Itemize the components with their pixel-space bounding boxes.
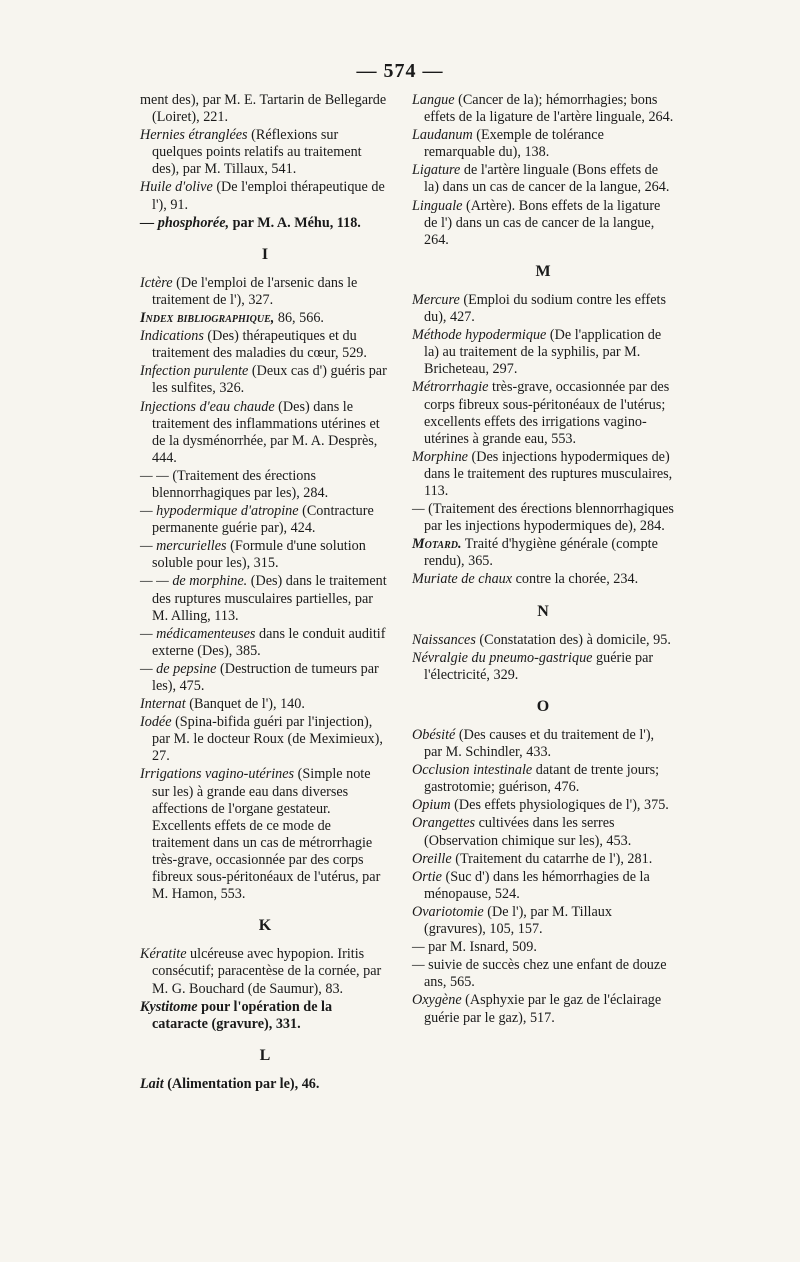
index-entry	[412, 571, 674, 588]
entry-heading: Irrigations vagino-utérines	[140, 766, 295, 783]
index-entry	[412, 292, 674, 326]
entry-text: dans le conduit auditif externe (Des), 385.	[152, 625, 386, 659]
entry-text: (Des causes et du traitement de l'), par M. Schindler, 433.	[424, 727, 655, 761]
index-column-right	[412, 92, 674, 1028]
entry-text: (Suc d') dans les hémorrhagies de la ménopause, 524.	[424, 868, 650, 902]
section-letter: K	[258, 917, 272, 935]
entry-heading: — de pepsine	[140, 660, 217, 677]
entry-heading: Hernies étranglées	[140, 127, 248, 144]
index-entry	[412, 327, 674, 378]
entry-heading: Oxygène	[412, 992, 462, 1009]
entry-heading: — — de morphine.	[140, 573, 248, 590]
entry-text: (Formule d'une solution soluble pour les), 315.	[152, 538, 366, 572]
entry-heading: Langue	[412, 92, 455, 108]
entry-text: (Des) dans le traitement des inflammations utérines et de la dysménorrhée, par M. A. Desprès, 444.	[152, 398, 380, 466]
index-entry	[140, 661, 390, 695]
entry-text: (Traitement des érections blennorrhagiques par les injections hypodermiques de), 284.	[424, 501, 674, 535]
entry-text: (Traitement du catarrhe de l'), 281.	[451, 850, 653, 867]
index-entry	[412, 762, 674, 796]
entry-heading: Opium	[412, 797, 451, 814]
entry-heading: Kystitome	[140, 998, 198, 1015]
entry-text: (Emploi du sodium contre les effets du), 427.	[424, 291, 667, 326]
index-entry	[140, 275, 390, 309]
entry-text: 86, 566.	[274, 310, 324, 327]
entry-text: (Cancer de la); hémorrhagies; bons effets de la ligature de l'artère linguale, 264.	[424, 92, 674, 126]
entry-text: datant de trente jours; gastrotomie; guérison, 476.	[424, 762, 660, 796]
entry-text: suivie de succès chez une enfant de douze ans, 565.	[424, 957, 667, 991]
index-entry	[412, 536, 674, 570]
index-entry	[412, 992, 674, 1026]
entry-heading: Index bibliographique,	[140, 310, 275, 327]
index-entry	[140, 626, 390, 660]
entry-heading: Huile d'olive	[140, 179, 213, 196]
entry-heading: — hypodermique d'atropine	[140, 503, 299, 520]
index-entry	[140, 538, 390, 572]
entry-text: (De l'emploi thérapeutique de l'), 91.	[152, 179, 385, 213]
entry-heading: Infection purulente	[140, 363, 249, 380]
entry-heading: Morphine	[412, 448, 468, 465]
index-column-left	[140, 92, 390, 1094]
index-entry	[140, 999, 390, 1033]
index-entry	[140, 503, 390, 537]
entry-heading: — —	[140, 467, 169, 484]
entry-text: Traité d'hygiène générale (compte rendu), 365.	[424, 536, 658, 570]
entry-text: contre la chorée, 234.	[512, 571, 639, 588]
entry-text: ulcéreuse avec hypopion. Iritis consécutif; paracentèse de la cornée, par M. G. Bouchard (de Saumur), 83.	[152, 946, 382, 997]
index-entry	[140, 179, 390, 213]
entry-text: de l'artère linguale (Bons effets de la) dans un cas de cancer de la langue, 264.	[424, 162, 670, 196]
index-entry	[412, 869, 674, 903]
entry-text: (Des effets physiologiques de l'), 375.	[450, 797, 669, 814]
index-entry	[412, 650, 674, 684]
page-number: — 574 —	[356, 60, 444, 82]
index-entry	[412, 939, 674, 956]
section-letter: I	[261, 245, 269, 263]
entry-text: (Traitement des érections blennorrhagiques par les), 284.	[152, 467, 329, 501]
entry-text: (Alimentation par le), 46.	[163, 1075, 320, 1092]
entry-text: cultivées dans les serres (Observation chimique sur les), 453.	[424, 815, 632, 849]
index-entry	[140, 468, 390, 502]
entry-heading: Mercure	[412, 291, 460, 308]
entry-text: pour l'opération de la cataracte (gravure), 331.	[152, 998, 333, 1032]
entry-heading: Injections d'eau chaude	[140, 398, 275, 415]
index-entry	[412, 92, 674, 126]
index-entry	[412, 851, 674, 868]
entry-text: (Simple note sur les) à grande eau dans diverses affections de l'organe gestateur. Excellents effets de ce mode de traitement dans un cas de métrorrhagie très-grave, occasionnée par des corps fibreux sous-péritonéaux de l'utérus, par M. Hamon, 553.	[152, 766, 381, 903]
entry-text: (Des injections hypodermiques de) dans le traitement des ruptures musculaires, 113.	[424, 448, 673, 499]
entry-heading: —	[412, 957, 425, 974]
entry-heading: Obésité	[412, 727, 456, 743]
entry-heading: Iodée	[140, 714, 172, 731]
entry-text: ment des), par M. E. Tartarin de Bellegarde (Loiret), 221.	[140, 92, 387, 126]
entry-heading: Laudanum	[412, 127, 473, 144]
entry-text: (Destruction de tumeurs par les), 475.	[152, 660, 379, 694]
entry-heading: Ictère	[140, 274, 173, 291]
index-entry	[412, 379, 674, 447]
index-entry	[412, 449, 674, 500]
entry-heading: Névralgie du pneumo-gastrique	[412, 649, 593, 666]
entry-text: (Des) thérapeutiques et du traitement des maladies du cœur, 529.	[152, 328, 367, 362]
index-entry	[412, 957, 674, 991]
index-entry	[140, 127, 390, 178]
section-letter: M	[535, 262, 551, 280]
index-entry	[140, 92, 390, 126]
section-letter: L	[259, 1046, 271, 1064]
entry-text: par M. A. Méhu, 118.	[229, 214, 361, 231]
index-entry	[140, 946, 390, 997]
entry-text: par M. Isnard, 509.	[424, 939, 537, 956]
entry-heading: Internat	[140, 696, 186, 713]
entry-text: (Exemple de tolérance remarquable du), 138.	[424, 127, 604, 161]
entry-text: (Des) dans le traitement des ruptures musculaires partielles, par M. Alling, 113.	[152, 573, 387, 624]
entry-text: (Asphyxie par le gaz de l'éclairage guérie par le gaz), 517.	[424, 992, 662, 1026]
entry-heading: Muriate de chaux	[412, 571, 513, 588]
entry-heading: Motard.	[412, 536, 462, 553]
entry-heading: Ortie	[412, 868, 442, 885]
index-entry	[412, 815, 674, 849]
entry-heading: Oreille	[412, 850, 452, 867]
index-entry	[412, 797, 674, 814]
index-entry	[140, 399, 390, 467]
entry-heading: — mercurielles	[140, 538, 227, 555]
entry-text: (Banquet de l'), 140.	[185, 696, 305, 713]
index-entry	[140, 714, 390, 765]
entry-text: (Deux cas d') guéris par les sulfites, 326.	[152, 363, 387, 397]
index-entry	[412, 127, 674, 161]
entry-text: (Spina-bifida guéri par l'injection), par M. le docteur Roux (de Meximieux), 27.	[152, 714, 383, 765]
entry-text: (Artère). Bons effets de la ligature de l') dans un cas de cancer de la langue, 264.	[424, 197, 661, 248]
entry-heading: Orangettes	[412, 815, 476, 832]
index-entry	[412, 904, 674, 938]
entry-heading: —	[412, 501, 425, 518]
entry-text: très-grave, occasionnée par des corps fibreux sous-péritonéaux de l'utérus; excellents effets des irrigations vagino-utérines à grande eau, 553.	[424, 379, 670, 447]
index-entry	[140, 573, 390, 624]
index-entry	[140, 363, 390, 397]
index-entry	[412, 501, 674, 535]
entry-heading: Métrorrhagie	[412, 379, 489, 396]
entry-text: (De l'application de la) au traitement de la syphilis, par M. Bricheteau, 297.	[424, 327, 662, 378]
index-entry	[140, 696, 390, 713]
entry-heading: Ovariotomie	[412, 903, 484, 920]
section-letter: N	[537, 602, 549, 620]
entry-text: (Constatation des) à domicile, 95.	[475, 631, 671, 648]
entry-heading: Méthode hypodermique	[412, 327, 547, 344]
entry-text: (De l'emploi de l'arsenic dans le traitement de l'), 327.	[152, 274, 358, 308]
entry-text: guérie par l'électricité, 329.	[424, 649, 654, 683]
entry-heading: Ligature	[412, 162, 461, 179]
index-entry	[140, 766, 390, 903]
index-entry	[140, 1076, 390, 1093]
entry-heading: — phosphorée,	[140, 214, 230, 231]
entry-text: (De l'), par M. Tillaux (gravures), 105, 157.	[424, 903, 612, 938]
index-entry	[412, 198, 674, 249]
index-entry	[412, 632, 674, 649]
section-letter: O	[536, 697, 550, 715]
entry-text: (Contracture permanente guérie par), 424.	[152, 503, 374, 537]
entry-heading: — médicamenteuses	[140, 625, 256, 642]
index-entry	[140, 215, 390, 232]
entry-heading: Kératite	[140, 946, 187, 963]
index-entry	[140, 328, 390, 362]
entry-heading: Lait	[140, 1075, 164, 1092]
entry-heading: Indications	[140, 328, 204, 345]
index-entry	[412, 162, 674, 196]
entry-heading: Naissances	[412, 631, 476, 648]
index-entry	[412, 727, 674, 761]
entry-heading: Occlusion intestinale	[412, 762, 533, 779]
index-entry	[140, 310, 390, 327]
entry-heading: —	[412, 939, 425, 956]
entry-text: (Réflexions sur quelques points relatifs au traitement des), par M. Tillaux, 541.	[152, 127, 362, 178]
entry-heading: Linguale	[412, 197, 463, 214]
